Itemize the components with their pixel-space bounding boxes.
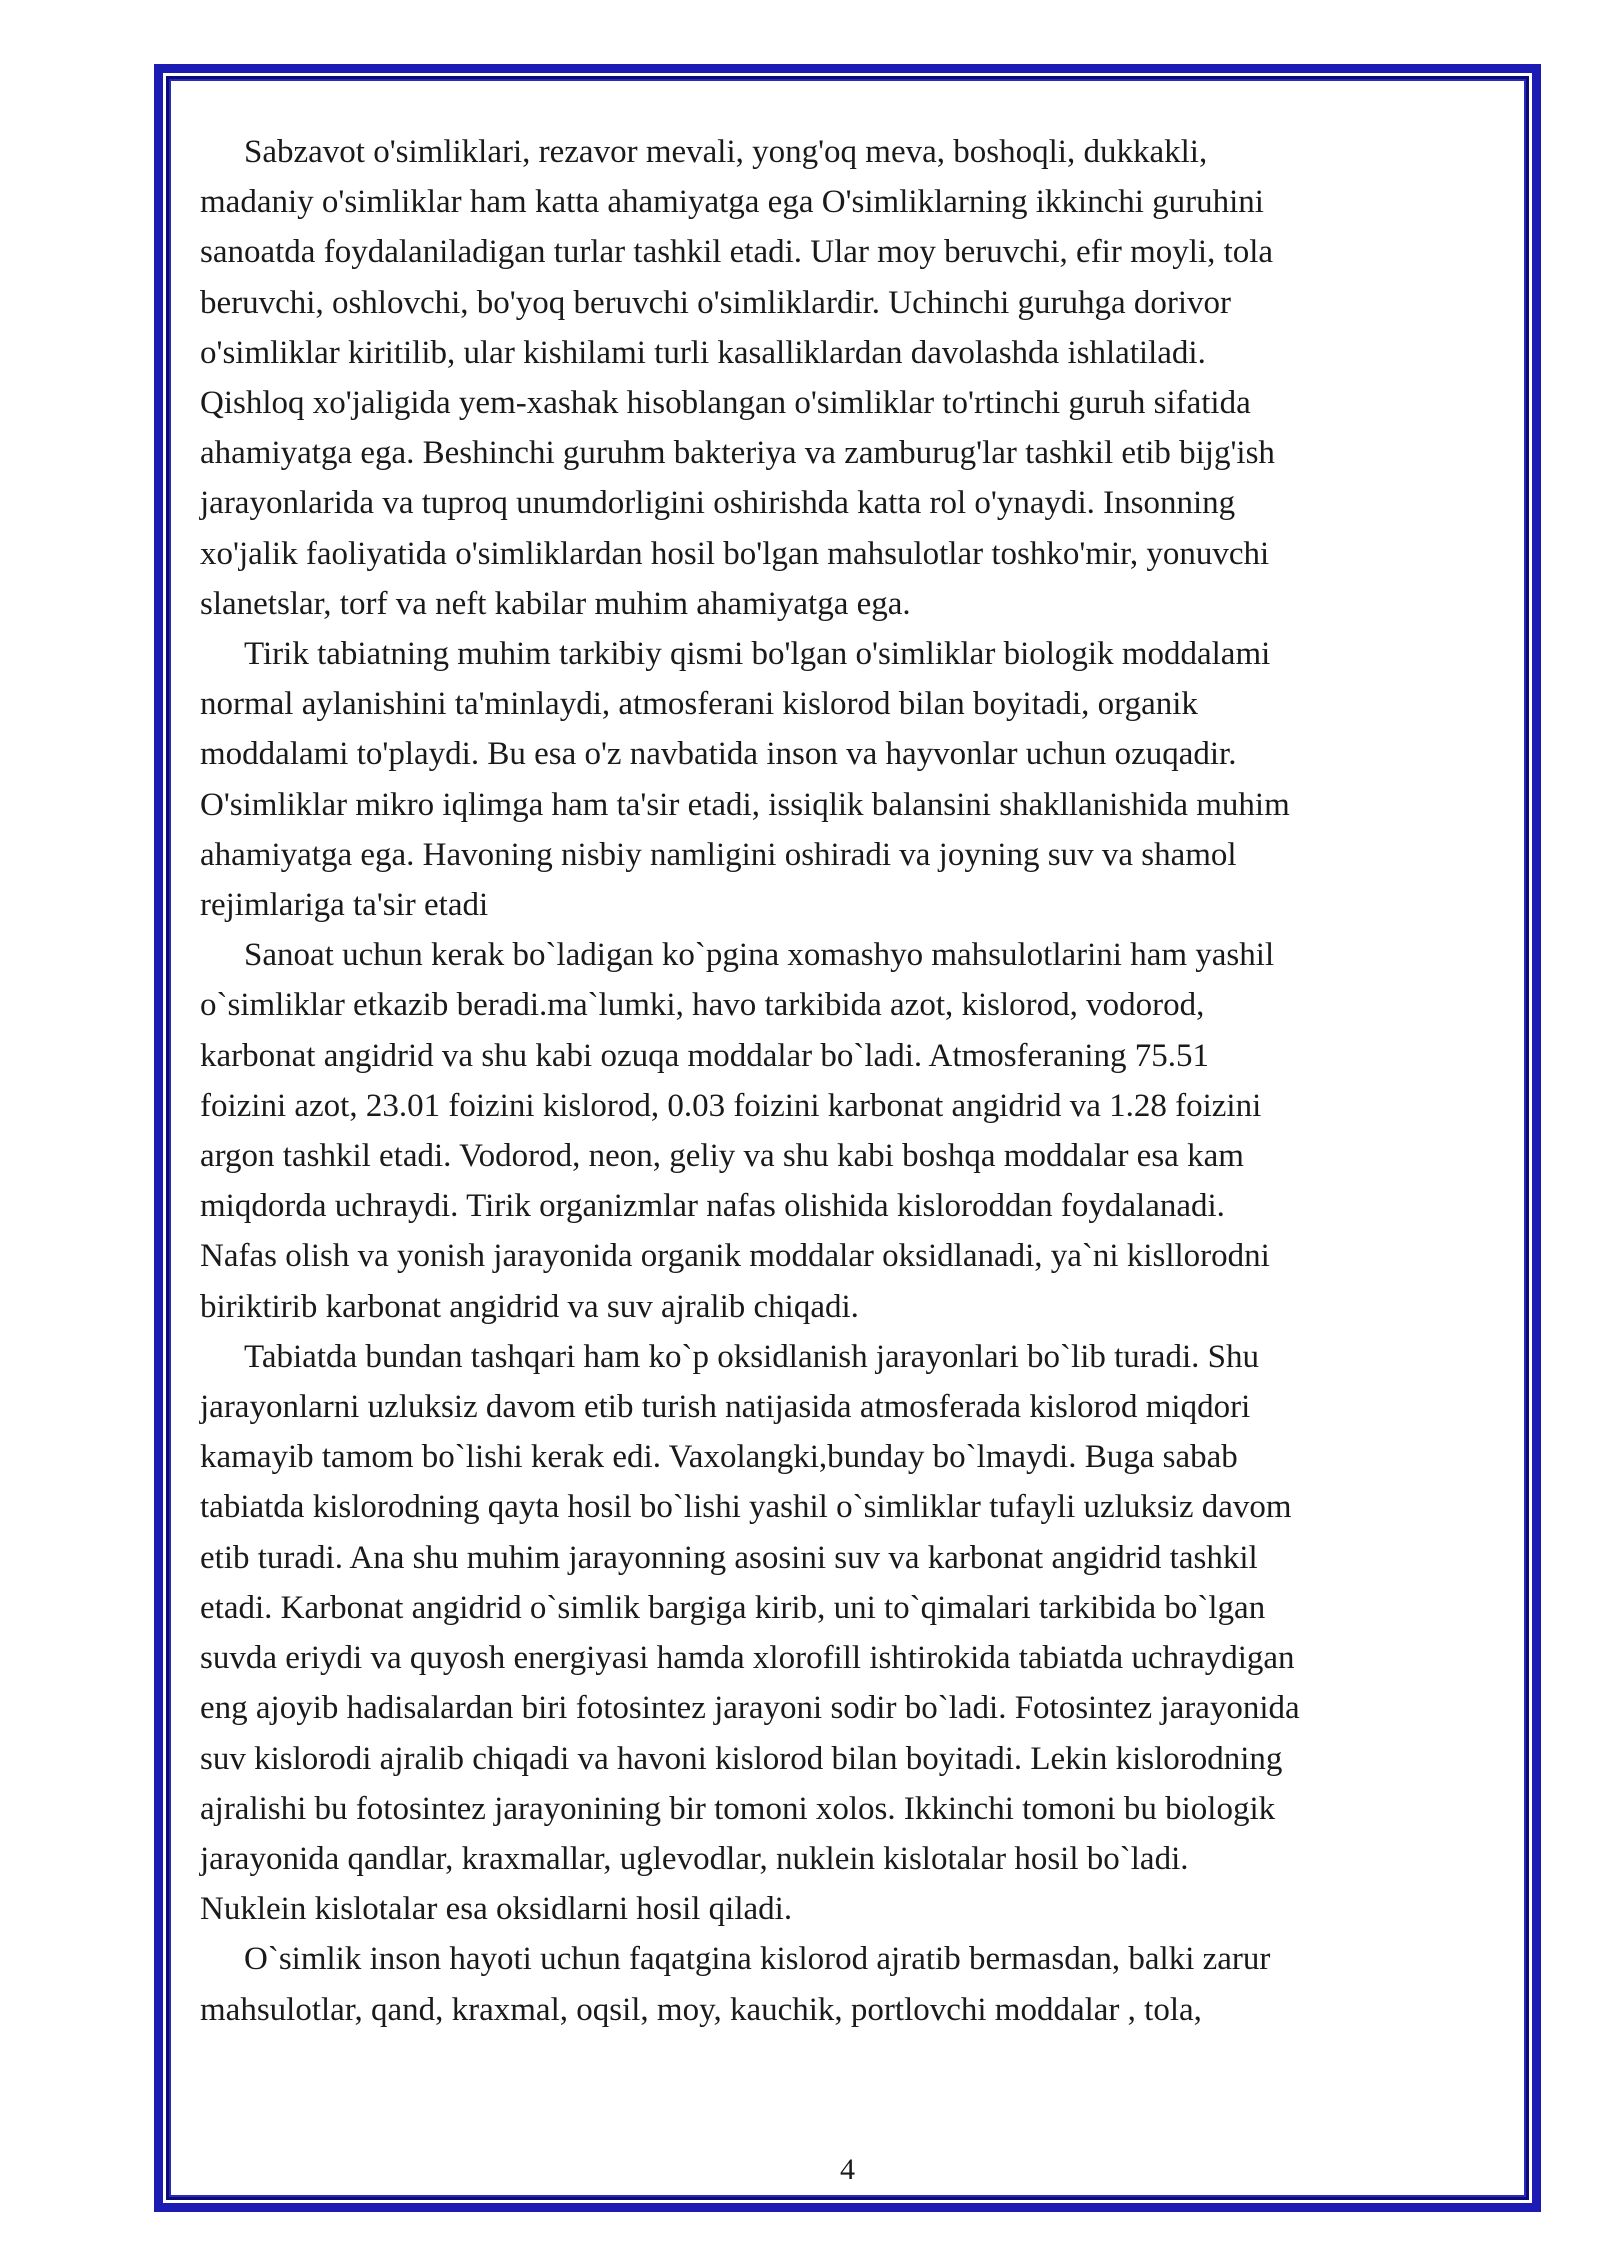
- paragraph-4: Tabiatda bundan tashqari ham ko`p oksidlanish jarayonlari bo`lib turadi. Shu jarayonlarni uzluksiz davom etib turish natijasida atmosferada kislorod miqdori kamayib tamom bo`lishi kerak edi. Vaxolangki,bunday bo`lmaydi. Buga sabab tabiatda kislorodning qayta hosil bo`lishi yashil o`simliklar tufayli uzluksiz davom etib turadi. Ana shu muhim jarayonning asosini suv va karbonat angidrid tashkil etadi. Karbonat angidrid o`simlik bargiga kirib, uni to`qimalari tarkibida bo`lgan suvda eriydi va quyosh energiyasi hamda xlorofill ishtirokida tabiatda uchraydigan eng ajoyib hadisalardan biri fotosintez jarayoni sodir bo`ladi. Fotosintez jarayonida suv kislorodi ajralib chiqadi va havoni kislorod bilan boyitadi. Lekin kislorodning ajralishi bu fotosintez jarayonining bir tomoni xolos. Ikkinchi tomoni bu biologik jarayonida qandlar, kraxmallar, uglevodlar, nuklein kislotalar hosil bo`ladi. Nuklein kislotalar esa oksidlarni hosil qiladi.: [200, 1338, 1300, 1928]
- paragraph-1: Sabzavot o'simliklari, rezavor mevali, yong'oq meva, boshoqli, dukkakli, madaniy o'simliklar ham katta ahamiyatga ega O'simliklarning ikkinchi guruhini sanoatda foydalaniladigan turlar tashkil etadi. Ular moy beruvchi, efir moyli, tola beruvchi, oshlovchi, bo'yoq beruvchi o'simliklardir. Uchinchi guruhga dorivor o'simliklar kiritilib, ular kishilami turli kasalliklardan davolashda ishlatiladi. Qishloq xo'jaligida yem-xashak hisoblangan o'simliklar to'rtinchi guruh sifatida ahamiyatga ega. Beshinchi guruhm bakteriya va zamburug'lar tashkil etib bijg'ish jarayonlarida va tuproq unumdorligini oshirishda katta rol o'ynaydi. Insonning xo'jalik faoliyatida o'simliklardan hosil bo'lgan mahsulotlar toshko'mir, yonuvchi slanetslar, torf va neft kabilar muhim ahamiyatga ega.: [200, 134, 1275, 622]
- page-border: [154, 64, 1541, 2212]
- page-number: 4: [840, 2153, 855, 2186]
- paragraph-5: O`simlik inson hayoti uchun faqatgina kislorod ajratib bermasdan, balki zarur mahsulotlar, qand, kraxmal, oqsil, moy, kauchik, portlovchi moddalar , tola,: [200, 1941, 1271, 2028]
- document-body: [200, 127, 1490, 2035]
- paragraph-2: Tirik tabiatning muhim tarkibiy qismi bo'lgan o'simliklar biologik moddalami normal aylanishini ta'minlaydi, atmosferani kislorod bilan boyitadi, organik moddalami to'playdi. Bu esa o'z navbatida inson va hayvonlar uchun ozuqadir. O'simliklar mikro iqlimga ham ta'sir etadi, issiqlik balansini shakllanishida muhim ahamiyatga ega. Havoning nisbiy namligini oshiradi va joyning suv va shamol rejimlariga ta'sir etadi: [200, 636, 1290, 924]
- paragraph-3: Sanoat uchun kerak bo`ladigan ko`pgina xomashyo mahsulotlarini ham yashil o`simliklar etkazib beradi.ma`lumki, havo tarkibida azot, kislorod, vodorod, karbonat angidrid va shu kabi ozuqa moddalar bo`ladi. Atmosferaning 75.51 foizini azot, 23.01 foizini kislorod, 0.03 foizini karbonat angidrid va 1.28 foizini argon tashkil etadi. Vodorod, neon, geliy va shu kabi boshqa moddalar esa kam miqdorda uchraydi. Tirik organizmlar nafas olishida kisloroddan foydalanadi. Nafas olish va yonish jarayonida organik moddalar oksidlanadi, ya`ni kisllorodni biriktirib karbonat angidrid va suv ajralib chiqadi.: [200, 937, 1275, 1325]
